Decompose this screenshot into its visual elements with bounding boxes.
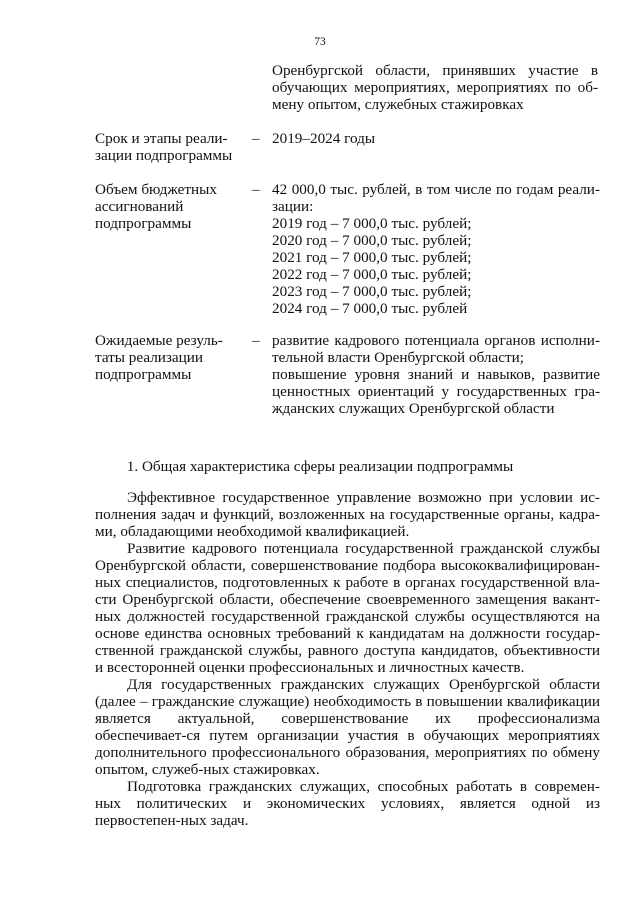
budget-line: зации: [272, 198, 314, 215]
paragraph: Эффективное государственное управление возможно при условии ис-полнения задач и функций, возложенных на государственные органы, кадра-ми, обладающими необходимой квалификацией. [95, 489, 600, 540]
results-line: ценностных ориентаций у государственных гра- [272, 383, 600, 400]
continuation-line: обучающих мероприятиях, мероприятиях по об- [272, 79, 598, 96]
continuation-line: Оренбургской области, принявших участие в [272, 62, 598, 79]
term-dash: – [252, 130, 260, 147]
term-row [95, 130, 600, 166]
results-line: жданских служащих Оренбургской области [272, 400, 555, 417]
continuation-line: мену опытом, служебных стажировках [272, 96, 524, 113]
results-label: Ожидаемые резуль- таты реализации подпрограммы [95, 332, 223, 383]
budget-row [95, 181, 600, 317]
budget-year-line: 2022 год – 7 000,0 тыс. рублей; [272, 266, 472, 283]
budget-line: 42 000,0 тыс. рублей, в том числе по годам реали- [272, 181, 600, 198]
paragraph: Развитие кадрового потенциала государственной гражданской службы Оренбургской области, совершенствование подбора высококвалифицирован-ных специалистов, подготовленных к работе в органах государственной вла-сти Оренбургской области, обеспечение своевременного замещения вакант-ных должностей государственной гражданской службы осуществляются на основе единства основных требований к кандидатам на должности государ-ственной гражданской службы, равного доступа кандидатов, объективности и всесторонней оценки профессиональных и личностных качеств. [95, 540, 600, 676]
budget-year-line: 2024 год – 7 000,0 тыс. рублей [272, 300, 468, 317]
body-text [95, 489, 600, 829]
budget-label: Объем бюджетных ассигнований подпрограммы [95, 181, 217, 232]
budget-dash: – [252, 181, 260, 198]
budget-value [272, 181, 600, 317]
term-value: 2019–2024 годы [272, 130, 376, 147]
results-line: развитие кадрового потенциала органов исполни- [272, 332, 600, 349]
page-number: 73 [314, 36, 326, 48]
budget-year-line: 2019 год – 7 000,0 тыс. рублей; [272, 215, 472, 232]
results-line: повышение уровня знаний и навыков, развитие [272, 366, 600, 383]
paragraph: Для государственных гражданских служащих Оренбургской области (далее – гражданские служащие) необходимость в повышении квалификации является актуальной, совершенствование их профессионализма обеспечивает-ся путем организации участия в обучающих мероприятиях дополнительного профессионального образования, мероприятиях по обмену опытом, служеб-ных стажировках. [95, 676, 600, 778]
results-dash: – [252, 332, 260, 349]
section-heading: 1. Общая характеристика сферы реализации подпрограммы [126, 458, 514, 475]
budget-year-line: 2021 год – 7 000,0 тыс. рублей; [272, 249, 472, 266]
continuation-text [272, 62, 598, 113]
paragraph: Подготовка гражданских служащих, способных работать в современ-ных политических и экономических условиях, является одной из первостепен-ных задач. [95, 778, 600, 829]
term-label: Срок и этапы реали- зации подпрограммы [95, 130, 233, 164]
budget-year-line: 2023 год – 7 000,0 тыс. рублей; [272, 283, 472, 300]
budget-year-line: 2020 год – 7 000,0 тыс. рублей; [272, 232, 472, 249]
results-value [272, 332, 600, 417]
results-row [95, 332, 600, 418]
results-line: тельной власти Оренбургской области; [272, 349, 524, 366]
